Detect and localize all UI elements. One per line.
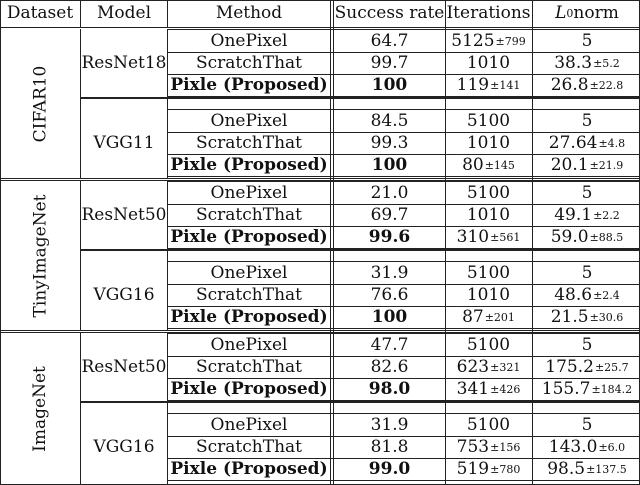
header-model: Model [96,2,152,23]
cell-value: 5 [581,30,593,51]
method-cell: ScratchThat [196,52,302,73]
cell-value: 38.3 [554,52,593,73]
iterations-cell [446,110,531,132]
cell-value: 1010 [466,132,511,153]
cell-value: 5 [581,110,593,131]
cell-value: 27.64 [548,132,598,153]
success-rate-cell: 100 [371,154,408,175]
cell-value: 5100 [466,414,511,435]
iterations-cell [446,334,531,356]
method-cell: ScratchThat [196,132,302,153]
cell-value: 5100 [466,334,511,355]
success-rate-cell: 99.7 [370,52,409,73]
l0-norm-cell [534,182,640,204]
cell-value: 155.7 [541,378,591,399]
col-sep [167,0,168,27]
cell-std-dev: ±141 [490,78,521,92]
cell-value: 119 [456,74,490,95]
block-sep-a [0,178,640,179]
cell-std-dev: ±88.5 [589,230,624,244]
l0-norm-cell [534,436,640,458]
cell-std-dev: ±4.8 [598,136,626,150]
iterations-cell [446,356,531,378]
iterations-cell [446,132,531,154]
cell-value: 310 [456,226,490,247]
dataset-label [0,181,80,330]
success-rate-cell: 98.0 [368,378,411,399]
cell-std-dev: ±2.4 [593,288,620,302]
model-label: ResNet50 [81,356,167,377]
method-cell: Pixle (Proposed) [170,226,328,247]
l0-suffix: norm [573,2,619,23]
table-top-border [0,0,640,1]
header-success-rate: Success rate [334,2,445,23]
iterations-cell [446,74,531,96]
l0-norm-cell [534,356,640,378]
cell-value: 1010 [466,52,511,73]
dataset-name: CIFAR10 [30,65,50,142]
l0-norm-cell [534,262,640,284]
cell-value: 143.0 [548,436,598,457]
l0-subscript: 0 [566,6,574,20]
header-bottom-border [0,27,640,28]
iterations-cell [446,204,531,226]
l0-norm-cell [534,306,640,328]
iterations-cell [446,378,531,400]
method-cell: ScratchThat [196,436,302,457]
cell-value: 49.1 [554,204,593,225]
cell-value: 5 [581,262,593,283]
success-rate-cell: 99.0 [368,458,411,479]
method-cell: OnePixel [210,182,288,203]
l0-norm-cell [534,74,640,96]
cell-std-dev: ±799 [495,34,526,48]
group-top-line [167,109,640,110]
group-bottom-line [167,176,640,177]
success-rate-cell: 76.6 [370,284,409,305]
group-bottom-line [167,328,640,329]
group-gap-top [81,98,640,99]
cell-std-dev: ±30.6 [589,310,624,324]
cell-value: 5100 [466,262,511,283]
cell-std-dev: ±780 [490,462,521,476]
cell-value: 21.5 [550,306,589,327]
success-rate-cell: 21.0 [370,182,409,203]
cell-value: 623 [456,356,490,377]
l0-norm-cell [534,132,640,154]
cell-value: 5 [581,414,593,435]
success-rate-cell: 47.7 [370,334,409,355]
success-rate-cell: 31.9 [370,414,409,435]
cell-std-dev: ±201 [484,310,515,324]
header-l0-norm [534,2,640,24]
iterations-cell [446,154,531,176]
group-bottom-line [167,480,640,481]
cell-std-dev: ±561 [490,230,521,244]
dataset-name: ImageNet [30,365,50,452]
iterations-cell [446,52,531,74]
cell-value: 175.2 [545,356,594,377]
cell-value: 1010 [466,204,511,225]
cell-std-dev: ±137.5 [586,462,627,476]
l0-norm-cell [534,458,640,480]
method-cell: Pixle (Proposed) [170,458,328,479]
group-top-line [167,333,640,334]
success-rate-cell: 81.8 [370,436,409,457]
l0-norm-cell [534,414,640,436]
group-top-line [167,261,640,262]
l0-norm-cell [534,378,640,400]
method-cell: Pixle (Proposed) [170,378,328,399]
model-label: VGG16 [93,284,155,305]
l0-norm-cell [534,284,640,306]
cell-value: 80 [462,154,484,175]
model-label: VGG11 [93,132,155,153]
iterations-cell [446,262,531,284]
method-cell: ScratchThat [196,204,302,225]
block-sep-a [0,330,640,331]
dataset-label [0,333,80,484]
group-bottom-line [167,96,640,97]
cell-std-dev: ±22.8 [589,78,624,92]
model-label: VGG16 [93,436,155,457]
group-gap-top [81,402,640,403]
cell-std-dev: ±426 [490,382,521,396]
success-rate-cell: 31.9 [370,262,409,283]
iterations-cell [446,284,531,306]
cell-value: 519 [456,458,490,479]
success-rate-cell: 100 [371,74,408,95]
cell-value: 87 [462,306,484,327]
dataset-name: TinyImageNet [30,193,51,318]
method-cell: OnePixel [210,414,288,435]
success-rate-cell: 99.6 [368,226,411,247]
iterations-cell [446,436,531,458]
cell-value: 1010 [466,284,511,305]
header-dataset: Dataset [6,2,74,23]
group-top-line [167,181,640,182]
cell-value: 5125 [451,30,495,51]
iterations-cell [446,182,531,204]
cell-value: 26.8 [550,74,589,95]
method-cell: OnePixel [210,334,288,355]
l0-symbol: L [555,2,567,23]
method-cell: ScratchThat [196,284,302,305]
iterations-cell [446,30,531,52]
method-cell: Pixle (Proposed) [170,306,328,327]
cell-std-dev: ±184.2 [591,382,633,396]
cell-value: 5 [581,334,593,355]
l0-norm-cell [534,30,640,52]
method-cell: Pixle (Proposed) [170,154,328,175]
l0-norm-cell [534,204,640,226]
success-rate-cell: 82.6 [370,356,409,377]
l0-norm-cell [534,52,640,74]
cell-value: 5 [581,182,593,203]
cell-std-dev: ±2.2 [593,208,620,222]
iterations-cell [446,226,531,248]
l0-norm-cell [534,110,640,132]
header-method: Method [215,2,283,23]
dataset-label [0,29,80,178]
success-rate-cell: 84.5 [370,110,409,131]
group-top-line [167,413,640,414]
iterations-cell [446,414,531,436]
method-cell: Pixle (Proposed) [170,74,328,95]
l0-norm-cell [534,154,640,176]
success-rate-cell: 100 [371,306,408,327]
group-bottom-line [167,400,640,401]
cell-value: 20.1 [550,154,589,175]
cell-value: 341 [456,378,490,399]
cell-std-dev: ±21.9 [589,158,624,172]
header-iterations: Iterations [446,2,531,23]
model-label: ResNet50 [81,204,167,225]
cell-std-dev: ±6.0 [598,440,626,454]
success-rate-cell: 69.7 [370,204,409,225]
cell-value: 753 [456,436,490,457]
cell-value: 48.6 [554,284,593,305]
cell-std-dev: ±145 [484,158,515,172]
success-rate-cell: 64.7 [370,30,409,51]
group-top-line [167,29,640,30]
cell-std-dev: ±321 [490,360,521,374]
cell-value: 59.0 [550,226,589,247]
l0-norm-cell [534,226,640,248]
method-cell: OnePixel [210,30,288,51]
method-cell: OnePixel [210,110,288,131]
group-gap-top [81,250,640,251]
iterations-cell [446,306,531,328]
method-cell: ScratchThat [196,356,302,377]
cell-value: 5100 [466,182,511,203]
cell-std-dev: ±156 [490,440,521,454]
iterations-cell [446,458,531,480]
group-bottom-line [167,248,640,249]
cell-value: 5100 [466,110,511,131]
model-label: ResNet18 [81,52,167,73]
cell-std-dev: ±5.2 [593,56,620,70]
col-sep [80,0,81,27]
l0-norm-cell [534,334,640,356]
method-cell: OnePixel [210,262,288,283]
cell-value: 98.5 [547,458,586,479]
success-rate-cell: 99.3 [370,132,409,153]
cell-std-dev: ±25.7 [594,360,629,374]
